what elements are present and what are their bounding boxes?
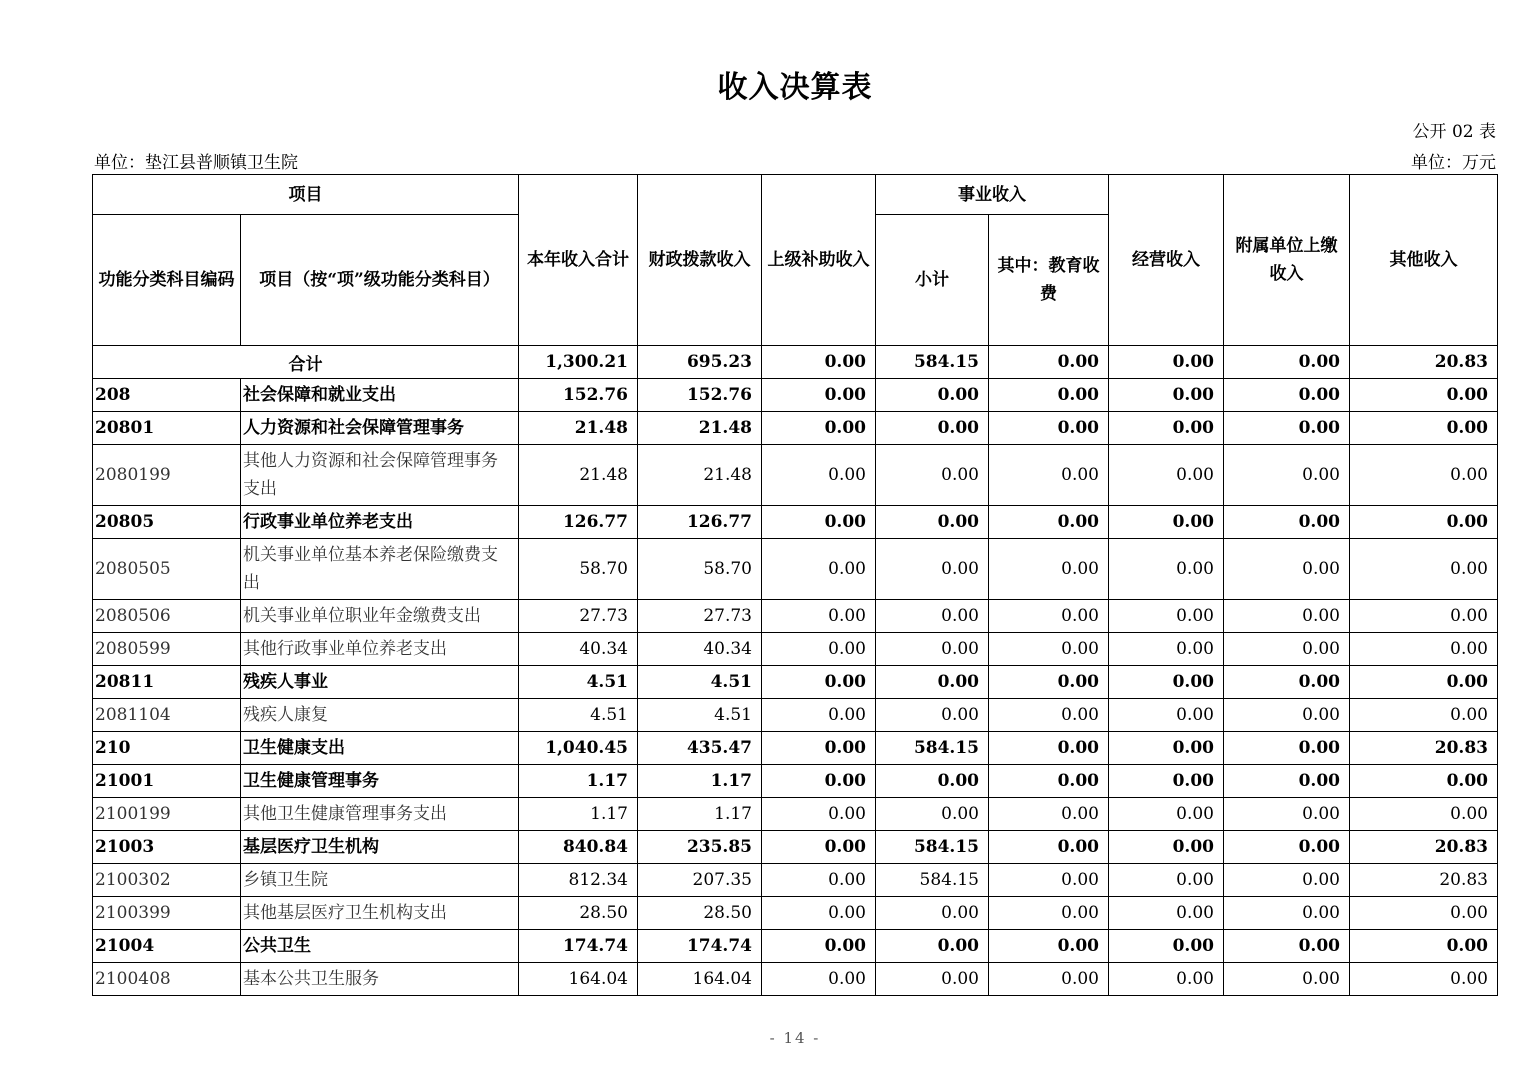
page-title: 收入决算表 [717,70,873,105]
row-value: 0.00 [762,798,876,831]
row-value: 0.00 [1350,666,1498,699]
row-value: 58.70 [519,539,638,600]
row-value: 0.00 [1109,930,1224,963]
row-code: 2100302 [93,864,241,897]
table-row [93,732,1498,765]
row-value: 0.00 [989,831,1109,864]
row-code: 2080599 [93,633,241,666]
row-value: 584.15 [876,864,989,897]
row-value: 0.00 [1109,666,1224,699]
row-value: 152.76 [638,379,762,412]
row-name: 机关事业单位基本养老保险缴费支出 [241,539,519,600]
row-value: 0.00 [989,506,1109,539]
row-name: 行政事业单位养老支出 [241,506,519,539]
row-value: 235.85 [638,831,762,864]
row-value: 812.34 [519,864,638,897]
header-func-code: 功能分类科目编码 [93,215,241,346]
table-row [93,506,1498,539]
row-code: 2100399 [93,897,241,930]
row-value: 0.00 [1224,864,1350,897]
row-value: 584.15 [876,831,989,864]
row-value: 0.00 [876,379,989,412]
row-value: 174.74 [519,930,638,963]
row-value: 0.00 [1109,412,1224,445]
row-name: 其他卫生健康管理事务支出 [241,798,519,831]
row-code: 2100199 [93,798,241,831]
header-education: 其中：教育收费 [989,215,1109,346]
row-value: 0.00 [1109,732,1224,765]
row-name: 卫生健康支出 [241,732,519,765]
row-value: 0.00 [1350,897,1498,930]
row-value: 0.00 [762,600,876,633]
header-affiliated: 附属单位上缴收入 [1224,175,1350,346]
row-name: 乡镇卫生院 [241,864,519,897]
row-value: 0.00 [1224,379,1350,412]
table-body [93,346,1498,996]
row-value: 0.00 [762,699,876,732]
row-code: 2081104 [93,699,241,732]
form-number: 公开 02 表 [1412,122,1496,142]
row-value: 0.00 [1109,379,1224,412]
row-value: 4.51 [638,666,762,699]
row-code: 20801 [93,412,241,445]
row-value: 0.00 [1350,539,1498,600]
row-value: 0.00 [989,379,1109,412]
table-row [93,963,1498,996]
table-row [93,699,1498,732]
row-value: 28.50 [519,897,638,930]
row-value: 4.51 [638,699,762,732]
total-row [93,346,1498,379]
row-code: 210 [93,732,241,765]
row-value: 0.00 [1350,633,1498,666]
row-code: 20805 [93,506,241,539]
row-name: 人力资源和社会保障管理事务 [241,412,519,445]
row-code: 20811 [93,666,241,699]
row-value: 0.00 [876,930,989,963]
total-cell: 0.00 [989,346,1109,379]
row-name: 公共卫生 [241,930,519,963]
row-value: 0.00 [1350,412,1498,445]
row-code: 21001 [93,765,241,798]
table-row [93,600,1498,633]
row-name: 其他人力资源和社会保障管理事务支出 [241,445,519,506]
total-cell: 0.00 [1224,346,1350,379]
unit-organization: 单位：垫江县普顺镇卫生院 [94,153,298,173]
row-value: 0.00 [762,765,876,798]
row-value: 0.00 [1109,506,1224,539]
row-value: 0.00 [1224,831,1350,864]
row-value: 126.77 [519,506,638,539]
row-value: 0.00 [762,897,876,930]
row-value: 0.00 [876,600,989,633]
row-value: 1.17 [519,798,638,831]
row-value: 0.00 [1109,765,1224,798]
row-value: 0.00 [989,633,1109,666]
row-value: 0.00 [989,798,1109,831]
row-value: 0.00 [1350,506,1498,539]
row-value: 0.00 [1350,379,1498,412]
total-cell: 20.83 [1350,346,1498,379]
row-value: 0.00 [1224,699,1350,732]
row-code: 21004 [93,930,241,963]
row-value: 0.00 [1350,963,1498,996]
header-project-name: 项目（按“项”级功能分类科目） [241,215,519,346]
table-row [93,445,1498,506]
row-name: 其他基层医疗卫生机构支出 [241,897,519,930]
row-value: 0.00 [1350,445,1498,506]
row-value: 21.48 [638,445,762,506]
row-value: 0.00 [762,963,876,996]
row-name: 其他行政事业单位养老支出 [241,633,519,666]
row-value: 0.00 [1109,539,1224,600]
row-value: 584.15 [876,732,989,765]
row-value: 0.00 [1350,798,1498,831]
row-value: 0.00 [1224,732,1350,765]
total-cell: 695.23 [638,346,762,379]
row-value: 0.00 [989,699,1109,732]
row-value: 0.00 [1109,699,1224,732]
row-value: 0.00 [762,412,876,445]
total-cell: 584.15 [876,346,989,379]
header-operating: 经营收入 [1109,175,1224,346]
row-code: 2080506 [93,600,241,633]
row-value: 0.00 [876,666,989,699]
row-value: 126.77 [638,506,762,539]
row-value: 27.73 [638,600,762,633]
row-value: 0.00 [989,666,1109,699]
unit-currency: 单位：万元 [1411,153,1496,173]
row-value: 0.00 [1224,412,1350,445]
table-row [93,798,1498,831]
row-value: 0.00 [876,897,989,930]
row-value: 0.00 [762,539,876,600]
row-value: 0.00 [876,506,989,539]
row-value: 0.00 [1350,600,1498,633]
table-row [93,897,1498,930]
row-value: 0.00 [762,732,876,765]
row-value: 4.51 [519,699,638,732]
row-value: 0.00 [989,412,1109,445]
row-value: 0.00 [876,765,989,798]
row-value: 0.00 [876,798,989,831]
table-row [93,864,1498,897]
row-value: 28.50 [638,897,762,930]
row-code: 208 [93,379,241,412]
row-name: 基本公共卫生服务 [241,963,519,996]
header-superior: 上级补助收入 [762,175,876,346]
table-row [93,633,1498,666]
table-row [93,765,1498,798]
row-value: 0.00 [1109,445,1224,506]
row-value: 40.34 [638,633,762,666]
row-value: 0.00 [876,699,989,732]
row-value: 0.00 [1224,897,1350,930]
row-value: 0.00 [1224,930,1350,963]
row-value: 20.83 [1350,864,1498,897]
row-value: 164.04 [638,963,762,996]
header-subtotal: 小计 [876,215,989,346]
row-value: 0.00 [762,379,876,412]
row-value: 0.00 [1109,633,1224,666]
row-name: 机关事业单位职业年金缴费支出 [241,600,519,633]
row-value: 0.00 [876,633,989,666]
row-value: 20.83 [1350,732,1498,765]
row-value: 0.00 [1350,765,1498,798]
row-value: 0.00 [1350,699,1498,732]
row-code: 21003 [93,831,241,864]
row-value: 0.00 [762,445,876,506]
header-total-income: 本年收入合计 [519,175,638,346]
row-value: 0.00 [1224,600,1350,633]
row-value: 0.00 [989,864,1109,897]
row-value: 0.00 [1109,600,1224,633]
row-value: 0.00 [762,666,876,699]
row-value: 21.48 [638,412,762,445]
row-code: 2080199 [93,445,241,506]
row-value: 1,040.45 [519,732,638,765]
row-value: 0.00 [762,633,876,666]
table-row [93,666,1498,699]
row-value: 0.00 [989,600,1109,633]
row-value: 0.00 [1109,963,1224,996]
total-cell: 1,300.21 [519,346,638,379]
row-value: 0.00 [989,732,1109,765]
table-header [93,175,1498,346]
row-value: 0.00 [989,765,1109,798]
row-value: 0.00 [1109,897,1224,930]
row-value: 58.70 [638,539,762,600]
row-value: 0.00 [762,930,876,963]
row-name: 残疾人事业 [241,666,519,699]
row-value: 840.84 [519,831,638,864]
row-value: 1.17 [638,765,762,798]
row-value: 0.00 [1350,930,1498,963]
row-value: 27.73 [519,600,638,633]
header-fiscal: 财政拨款收入 [638,175,762,346]
row-value: 1.17 [519,765,638,798]
row-value: 0.00 [1224,539,1350,600]
table-row [93,831,1498,864]
row-value: 0.00 [1109,798,1224,831]
row-code: 2080505 [93,539,241,600]
row-name: 卫生健康管理事务 [241,765,519,798]
header-project-group: 项目 [93,175,519,215]
row-value: 0.00 [762,831,876,864]
row-value: 0.00 [989,445,1109,506]
header-other: 其他收入 [1350,175,1498,346]
row-value: 4.51 [519,666,638,699]
row-code: 2100408 [93,963,241,996]
row-value: 0.00 [1109,864,1224,897]
row-value: 0.00 [989,897,1109,930]
row-value: 21.48 [519,412,638,445]
row-value: 0.00 [876,445,989,506]
row-value: 152.76 [519,379,638,412]
total-cell: 0.00 [762,346,876,379]
row-value: 20.83 [1350,831,1498,864]
row-value: 0.00 [989,539,1109,600]
row-value: 0.00 [1109,831,1224,864]
row-value: 1.17 [638,798,762,831]
row-value: 0.00 [1224,666,1350,699]
row-value: 174.74 [638,930,762,963]
table-row [93,379,1498,412]
row-value: 0.00 [1224,506,1350,539]
row-value: 0.00 [876,412,989,445]
page-number: - 14 - [769,1029,821,1047]
row-value: 0.00 [762,864,876,897]
table-row [93,930,1498,963]
table-row [93,412,1498,445]
row-value: 0.00 [762,506,876,539]
row-name: 基层医疗卫生机构 [241,831,519,864]
row-value: 435.47 [638,732,762,765]
total-label: 合计 [93,346,519,379]
row-value: 164.04 [519,963,638,996]
row-value: 0.00 [989,963,1109,996]
row-value: 0.00 [1224,963,1350,996]
row-value: 207.35 [638,864,762,897]
row-value: 0.00 [1224,798,1350,831]
row-name: 残疾人康复 [241,699,519,732]
row-name: 社会保障和就业支出 [241,379,519,412]
header-business-group: 事业收入 [876,175,1109,215]
row-value: 0.00 [876,539,989,600]
row-value: 0.00 [1224,765,1350,798]
income-table [92,174,1498,996]
table-row [93,539,1498,600]
row-value: 0.00 [876,963,989,996]
row-value: 21.48 [519,445,638,506]
row-value: 40.34 [519,633,638,666]
row-value: 0.00 [1224,633,1350,666]
row-value: 0.00 [1224,445,1350,506]
total-cell: 0.00 [1109,346,1224,379]
row-value: 0.00 [989,930,1109,963]
